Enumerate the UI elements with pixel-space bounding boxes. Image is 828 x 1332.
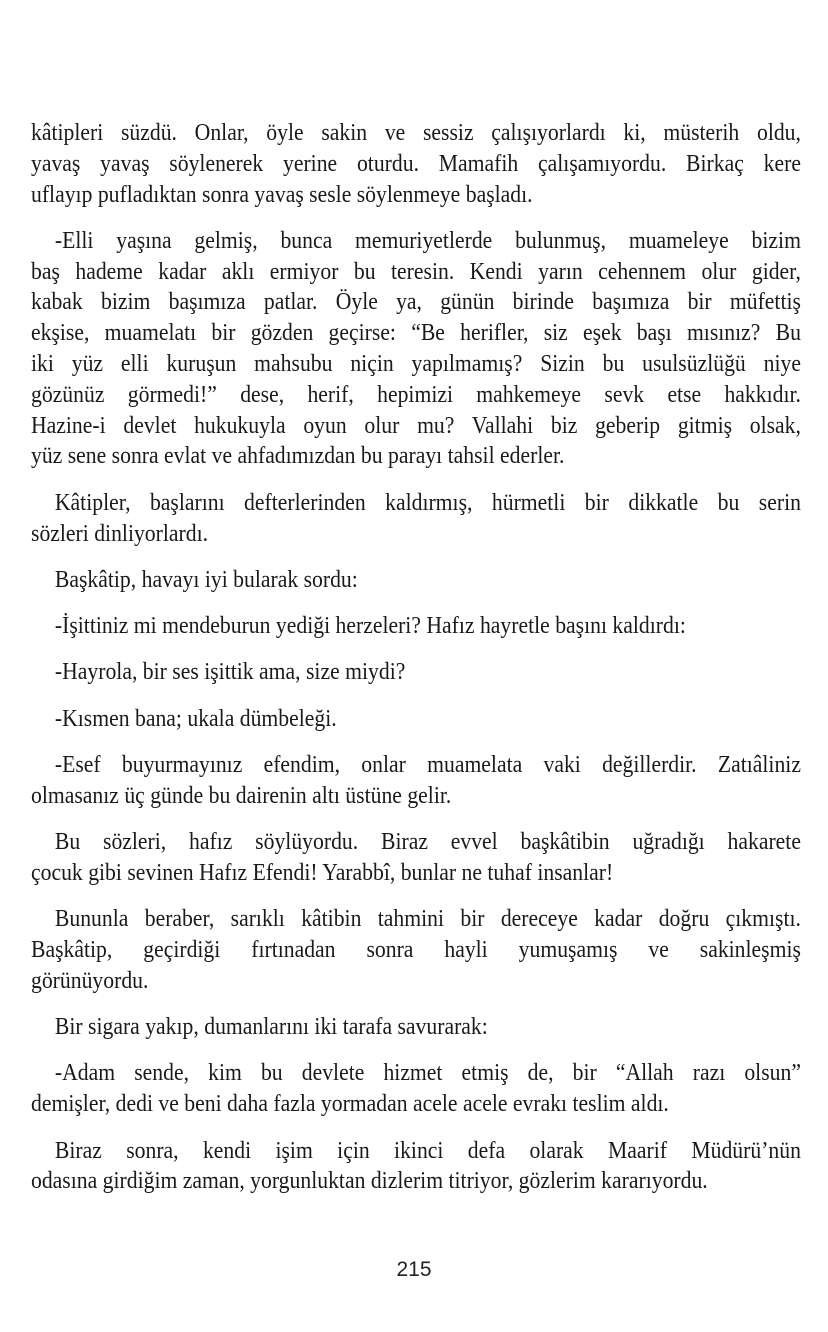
paragraph [31, 488, 801, 550]
text-line: uflayıp pufladıktan sonra yavaş sesle söylenmeye başladı. [31, 180, 533, 208]
text-line: Başkâtip, havayı iyi bularak sordu: [54, 565, 358, 593]
paragraph [31, 1136, 801, 1198]
paragraph [31, 657, 801, 688]
text-line: sözleri dinliyorlardı. [31, 519, 209, 547]
text-line: -Hayrola, bir ses işittik ama, size miydi? [54, 658, 406, 686]
text-line: yavaş yavaş söylenerek yerine oturdu. Mamafih çalışamıyordu. Birkaç kere [31, 149, 801, 177]
page-number: 215 [396, 1258, 432, 1281]
body-text [31, 118, 801, 1213]
text-line: demişler, dedi ve beni daha fazla yormadan acele acele evrakı teslim aldı. [31, 1090, 669, 1118]
text-line: ekşise, muamelatı bir gözden geçirse: “Be herifler, siz eşek başı mısınız? Bu [31, 319, 801, 347]
text-line: odasına girdiğim zaman, yorgunluktan dizlerim titriyor, gözlerim kararıyordu. [31, 1167, 708, 1195]
text-line: -Adam sende, kim bu devlete hizmet etmiş de, bir “Allah razı olsun” [54, 1059, 801, 1087]
text-line: -Kısmen bana; ukala dümbeleği. [54, 704, 337, 732]
text-line: kâtipleri süzdü. Onlar, öyle sakin ve sessiz çalışıyorlardı ki, müsterih oldu, [31, 119, 801, 146]
text-line: çocuk gibi sevinen Hafız Efendi! Yarabbî, bunlar ne tuhaf insanlar! [31, 858, 614, 886]
text-line: Bu sözleri, hafız söylüyordu. Biraz evvel başkâtibin uğradığı hakarete [54, 828, 801, 856]
text-line: -Elli yaşına gelmiş, bunca memuriyetlerde bulunmuş, muameleye bizim [54, 226, 801, 254]
text-line: Biraz sonra, kendi işim için ikinci defa olarak Maarif Müdürü’nün [54, 1136, 801, 1164]
text-line: Bununla beraber, sarıklı kâtibin tahmini bir dereceye kadar doğru çıkmıştı. [54, 905, 801, 933]
paragraph [31, 118, 801, 210]
text-line: -Esef buyurmayınız efendim, onlar muamelata vaki değillerdir. Zatıâliniz [54, 751, 801, 779]
text-line: görünüyordu. [31, 966, 149, 994]
paragraph [31, 565, 801, 596]
paragraph [31, 750, 801, 812]
text-line: olmasanız üç günde bu dairenin altı üstüne gelir. [31, 781, 452, 809]
paragraph [31, 904, 801, 996]
text-line: kabak bizim başımıza patlar. Öyle ya, günün birinde başımıza bir müfettiş [31, 288, 801, 316]
text-line: Kâtipler, başlarını defterlerinden kaldırmış, hürmetli bir dikkatle bu serin [54, 488, 801, 516]
text-line: baş hademe kadar aklı ermiyor bu teresin. Kendi yarın cehennem olur gider, [31, 257, 801, 285]
text-line: Hazine-i devlet hukukuyla oyun olur mu? Vallahi biz geberip gitmiş olsak, [31, 411, 801, 439]
paragraph [31, 611, 801, 642]
text-line: Bir sigara yakıp, dumanlarını iki tarafa savurarak: [54, 1013, 488, 1041]
text-line: Başkâtip, geçirdiği fırtınadan sonra hayli yumuşamış ve sakinleşmiş [31, 936, 801, 964]
paragraph [31, 827, 801, 889]
text-line: -İşittiniz mi mendeburun yediği herzeleri? Hafız hayretle başını kaldırdı: [54, 612, 686, 640]
text-line: iki yüz elli kuruşun mahsubu niçin yapılmamış? Sizin bu usulsüzlüğü niye [31, 350, 801, 378]
paragraph [31, 226, 801, 472]
paragraph [31, 1012, 801, 1043]
paragraph [31, 1058, 801, 1120]
text-line: gözünüz görmedi!” dese, herif, hepimizi mahkemeye sevk etse hakkıdır. [31, 380, 801, 408]
paragraph [31, 704, 801, 735]
text-line: yüz sene sonra evlat ve ahfadımızdan bu parayı tahsil ederler. [31, 442, 565, 470]
